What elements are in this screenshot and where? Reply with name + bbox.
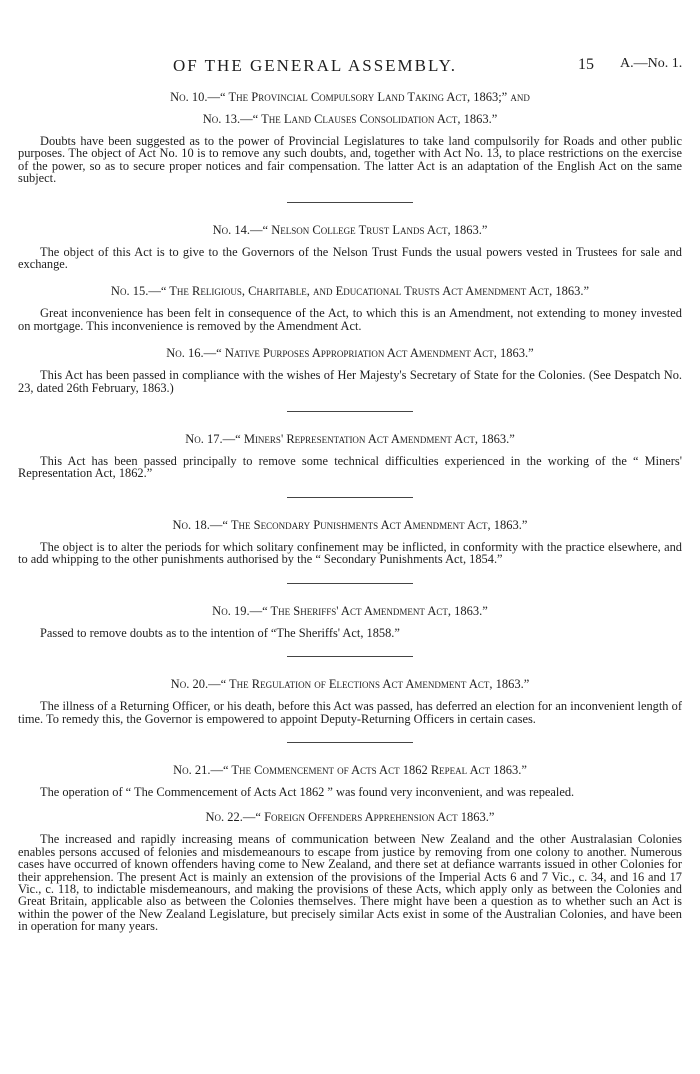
section-body: This Act has been passed principally to remove some technical difficulties experienced in the working of the “ Miners' Representation Act, 1862.” [18,454,682,481]
section-heading: No. 19.—“ The Sheriffs' Act Amendment Act, 1863.” [212,603,488,618]
section-body: The increased and rapidly increasing means of communication between New Zealand and the other Australasian Colonies enables persons accused of felonies and misdemeanours to escape from justice by removing from one colony to another. Numerous cases have occurred of known offenders having come to New Zealand, and there set at defiance warrants issued in other Colonies for their apprehension. The present Act is mainly an extension of the provisions of the Imperial Acts 6 and 7 Vic., c. 34, and 16 and 17 Vic., c. 118, to indictable misdemeanours, and making the provisions of these Acts, which apply only as between the Colonies and Great Britain, applicable also as between the Colonies themselves. There might have been a question as to whether such an Act is within the power of the New Zealand Legislature, but precisely similar Acts exist in some of the Australian Colonies, and have been in operation for many years. [18,832,682,934]
page-number: 15 [578,56,594,73]
section-divider [287,656,413,657]
section-body: Passed to remove doubts as to the intention of “The Sheriffs' Act, 1858.” [40,625,400,640]
section-act-17 [18,428,682,480]
section-heading: No. 14.—“ Nelson College Trust Lands Act, 1863.” [212,222,488,237]
section-body: Doubts have been suggested as to the power of Provincial Legislatures to take land compulsorily for Roads and other public purposes. The object of Act No. 10 is to remove any such doubts, and, together with Act No. 13, to place restrictions on the exercise of the power, so as to secure proper notices and fair compensation. The latter Act is an adaptation of the English Act on the same subject. [18,134,682,186]
page-title: OF THE GENERAL ASSEMBLY. [173,56,458,75]
section-act-19 [18,600,682,639]
section-heading: No. 22.—“ Foreign Offenders Apprehension Act 1863.” [205,810,495,825]
section-act-10-13 [18,86,682,185]
section-heading: No. 13.—“ The Land Clauses Consolidation Act, 1863.” [202,112,498,126]
section-heading: No. 21.—“ The Commencement of Acts Act 1862 Repeal Act 1863.” [173,762,527,777]
section-divider [287,583,413,584]
document-reference: A.—No. 1. [620,56,683,71]
section-divider [287,202,413,203]
section-act-15 [18,280,682,332]
section-act-20 [18,673,682,725]
section-divider [287,411,413,412]
section-act-22 [18,806,682,932]
page-header [0,56,700,78]
section-act-14 [18,219,682,271]
section-heading: No. 20.—“ The Regulation of Elections Act Amendment Act, 1863.” [170,677,530,692]
document-body [18,86,682,936]
section-heading: No. 16.—“ Native Purposes Appropriation Act Amendment Act, 1863.” [166,346,534,361]
section-body: The object is to alter the periods for which solitary confinement may be inflicted, in conformity with the practice elsewhere, and to add whipping to the other punishments authorised by the “ Secondary Punishments Act, 1854.” [18,539,682,567]
section-body: This Act has been passed in compliance with the wishes of Her Majesty's Secretary of State for the Colonies. (See Despatch No. 23, dated 26th February, 1863.) [18,368,682,395]
section-divider [287,742,413,743]
section-divider [287,497,413,498]
section-act-18 [18,514,682,566]
section-body: The operation of “ The Commencement of Acts Act 1862 ” was found very inconvenient, and was repealed. [40,784,575,799]
section-heading: No. 18.—“ The Secondary Punishments Act Amendment Act, 1863.” [172,517,528,532]
section-heading: No. 17.—“ Miners' Representation Act Amendment Act, 1863.” [185,432,515,447]
section-act-16 [18,342,682,394]
section-act-21 [18,759,682,798]
section-body: The object of this Act is to give to the Governors of the Nelson Trust Funds the usual powers vested in Trustees for sale and exchange. [18,244,682,272]
section-body: The illness of a Returning Officer, or his death, before this Act was passed, has deferred an election for an inconvenient length of time. To remedy this, the Governor is empowered to appoint Deputy-Returning Officers in certain cases. [18,699,682,726]
section-body: Great inconvenience has been felt in consequence of the Act, to which this is an Amendment, not extending to money invested on mortgage. This inconvenience is removed by the Amendment Act. [18,306,682,333]
section-heading: No. 10.—“ The Provincial Compulsory Land Taking Act, 1863;” and [170,90,530,104]
section-heading: No. 15.—“ The Religious, Charitable, and Educational Trusts Act Amendment Act, 1863.” [110,284,590,299]
